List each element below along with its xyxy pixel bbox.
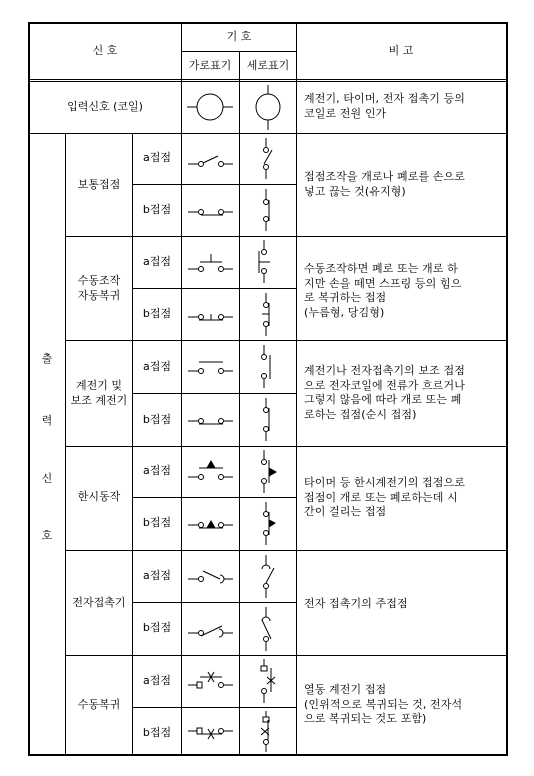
normal-b-vertical-symbol xyxy=(240,185,296,236)
header-horizontal: 가로표기 xyxy=(188,59,232,72)
group-name-normal: 보통접점 xyxy=(77,178,121,191)
contact-a-label: a접점 xyxy=(143,464,171,477)
manual-auto-b-horizontal-symbol xyxy=(182,289,239,340)
group-note-manual-reset: 열동 계전기 접점 (인위적으로 복귀되는 것, 전자석 으로 복귀되는 것도 포함) xyxy=(304,683,463,725)
group-name-relay: 계전기 및 보조 계전기 xyxy=(70,379,128,407)
contact-b-label: b접점 xyxy=(142,307,172,320)
contact-a-label: a접점 xyxy=(143,360,171,373)
group-note-magnetic-contactor: 전자 접촉기의 주접점 xyxy=(304,597,408,610)
timer-b-vertical-symbol xyxy=(240,498,296,550)
group-name-timer: 한시동작 xyxy=(77,490,121,503)
contact-b-label: b접점 xyxy=(142,203,172,216)
coil-vertical-symbol xyxy=(240,82,296,133)
output-label-char-1: 출 xyxy=(41,352,53,365)
output-label-char-2: 력 xyxy=(41,414,53,427)
contact-b-label: b접점 xyxy=(142,516,172,529)
contactor-a-vertical-symbol xyxy=(240,551,296,602)
contactor-a-horizontal-symbol xyxy=(182,551,239,602)
output-label-char-4: 호 xyxy=(41,529,53,542)
timer-a-vertical-symbol xyxy=(240,447,296,497)
timer-a-horizontal-symbol xyxy=(182,447,239,497)
output-label-char-3: 신 xyxy=(41,472,53,485)
contact-a-label: a접점 xyxy=(143,255,171,268)
contact-b-label: b접점 xyxy=(142,726,172,739)
coil-horizontal-symbol xyxy=(182,82,239,133)
manual-auto-b-vertical-symbol xyxy=(240,289,296,340)
contact-b-label: b접점 xyxy=(142,413,172,426)
timer-b-horizontal-symbol xyxy=(182,498,239,550)
header-remarks: 비 고 xyxy=(388,44,414,57)
group-name-manual-reset: 수동복귀 xyxy=(77,698,121,711)
contactor-b-vertical-symbol xyxy=(240,603,296,655)
group-name-magnetic-contactor: 전자접촉기 xyxy=(72,596,126,609)
normal-a-vertical-symbol xyxy=(240,134,296,184)
input-signal-note: 계전기, 타이머, 전자 접촉기 등의 코일로 전원 인가 xyxy=(304,92,466,120)
manual-auto-a-vertical-symbol xyxy=(240,237,296,288)
group-note-relay: 계전기나 전자접촉기의 보조 접점 으로 전자코일에 전류가 흐르거나 그렇지 않음에 따라 개로 또는 폐 로하는 접점(순시 접점) xyxy=(304,364,465,421)
manual-reset-a-vertical-symbol xyxy=(240,656,296,707)
input-signal-label: 입력신호 (코일) xyxy=(67,100,143,113)
normal-a-horizontal-symbol xyxy=(182,134,239,184)
group-note-normal: 접점조작을 개로나 폐로를 손으로 넣고 끊는 것(유지형) xyxy=(304,170,465,198)
manual-reset-b-horizontal-symbol xyxy=(182,708,239,755)
header-signal: 신 호 xyxy=(92,44,118,57)
relay-b-vertical-symbol xyxy=(240,394,296,446)
normal-b-horizontal-symbol xyxy=(182,185,239,236)
relay-a-horizontal-symbol xyxy=(182,341,239,393)
contact-b-label: b접점 xyxy=(142,621,172,634)
group-note-timer: 타이머 등 한시계전기의 접점으로 접점이 개로 또는 폐로하는데 시 간이 걸리는 접점 xyxy=(304,476,465,518)
contactor-b-horizontal-symbol xyxy=(182,603,239,655)
contact-a-label: a접점 xyxy=(143,674,171,687)
relay-a-vertical-symbol xyxy=(240,341,296,393)
group-note-manual-auto: 수동조작하면 폐로 또는 개로 하 지만 손을 떼면 스프링 등의 힘으 로 복귀하는 접점 (누름형, 당김형) xyxy=(304,262,462,319)
relay-b-horizontal-symbol xyxy=(182,394,239,446)
manual-reset-a-horizontal-symbol xyxy=(182,656,239,707)
contact-a-label: a접점 xyxy=(143,151,171,164)
contact-a-label: a접점 xyxy=(143,569,171,582)
group-name-manual-auto: 수동조작 자동복귀 xyxy=(77,274,121,302)
header-symbol: 기 호 xyxy=(226,30,252,43)
manual-auto-a-horizontal-symbol xyxy=(182,237,239,288)
manual-reset-b-vertical-symbol xyxy=(240,708,296,755)
header-vertical: 세로표기 xyxy=(246,59,290,72)
